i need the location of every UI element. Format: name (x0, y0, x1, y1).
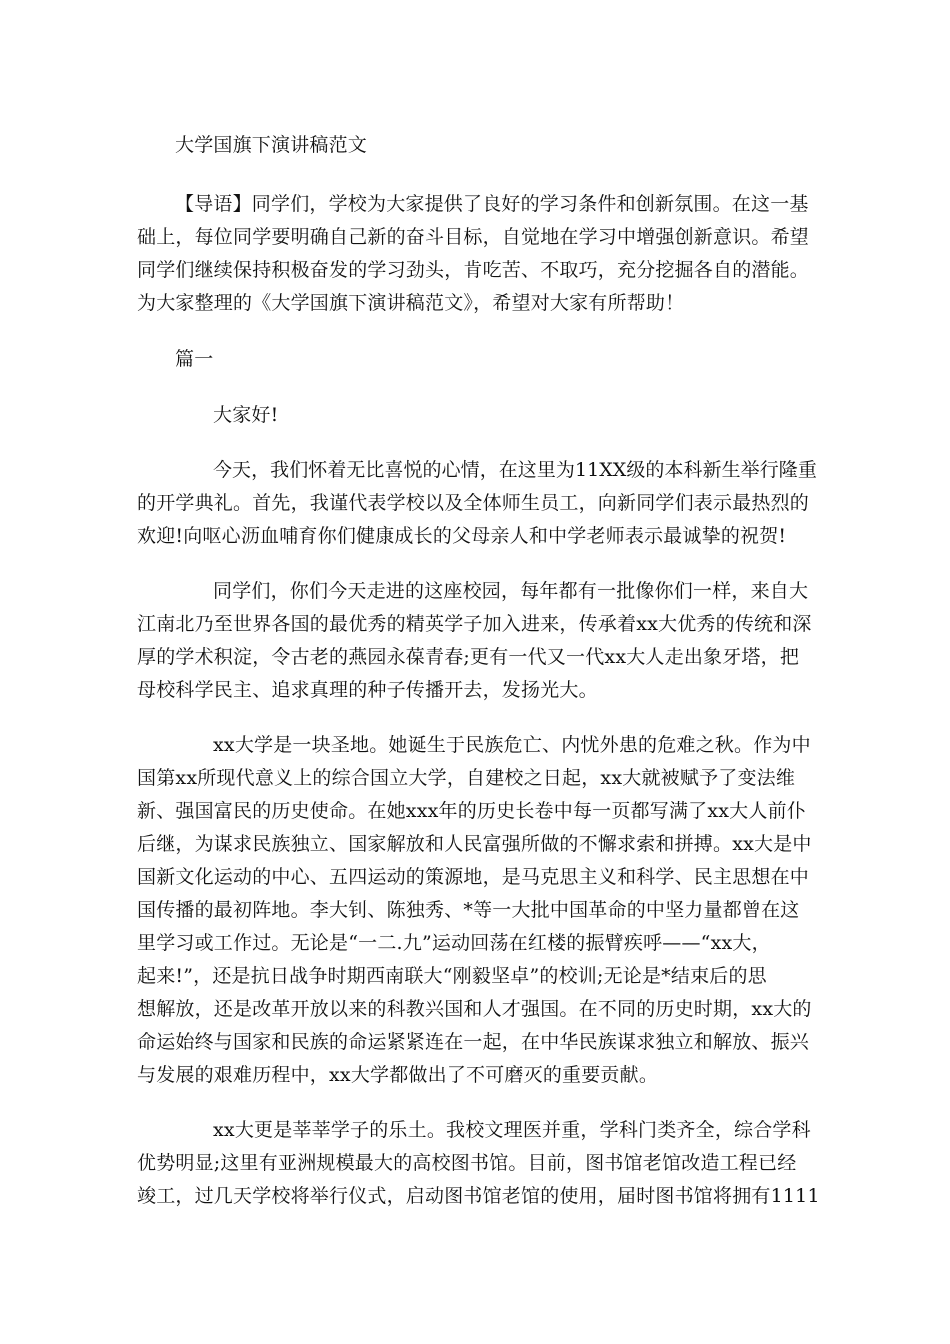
paragraph-line: 里学习或工作过。无论是“一二.九”运动回荡在红楼的振臂疾呼——“xx大， (137, 932, 771, 954)
paragraph-line: 命运始终与国家和民族的命运紧紧连在一起，在中华民族谋求独立和解放、振兴 (137, 1031, 810, 1053)
paragraph-line: 后继，为谋求民族独立、国家解放和人民富强所做的不懈求索和拼搏。xx大是中 (137, 833, 812, 855)
paragraph-line: 欢迎!向呕心沥血哺育你们健康成长的父母亲人和中学老师表示最诚挚的祝贺! (137, 525, 787, 547)
paragraph-line: 国传播的最初阵地。李大钊、陈独秀、*等一大批中国革命的中坚力量都曾在这 (137, 899, 800, 921)
paragraph-line: 江南北乃至世界各国的最优秀的精英学子加入进来，传承着xx大优秀的传统和深 (137, 613, 812, 635)
paragraph-line: xx大更是莘莘学子的乐土。我校文理医并重，学科门类齐全，综合学科 (213, 1119, 811, 1141)
paragraph-line: 的开学典礼。首先，我谨代表学校以及全体师生员工，向新同学们表示最热烈的 (137, 492, 810, 514)
paragraph-line: 国第xx所现代意义上的综合国立大学，自建校之日起，xx大就被赋予了变法维 (137, 767, 796, 789)
paragraph-line: 优势明显;这里有亚洲规模最大的高校图书馆。目前，图书馆老馆改造工程已经 (137, 1152, 797, 1174)
intro-line: 同学们继续保持积极奋发的学习劲头，肯吃苦、不取巧，充分挖掘各自的潜能。 (137, 259, 810, 281)
paragraph-line: 国新文化运动的中心、五四运动的策源地，是马克思主义和科学、民主思想在中 (137, 866, 810, 888)
paragraph-line: 母校科学民主、追求真理的种子传播开去，发扬光大。 (137, 679, 598, 701)
document-title: 大学国旗下演讲稿范文 (175, 134, 368, 156)
paragraph-line: 同学们，你们今天走进的这座校园，每年都有一批像你们一样，来自大 (213, 580, 809, 602)
section-heading: 篇一 (175, 348, 214, 370)
intro-line: 为大家整理的《大学国旗下演讲稿范文》，希望对大家有所帮助！ (137, 292, 685, 314)
paragraph-line: 竣工，过几天学校将举行仪式，启动图书馆老馆的使用，届时图书馆将拥有1111 (137, 1185, 820, 1207)
paragraph-line: 新、强国富民的历史使命。在她xxx年的历史长卷中每一页都写满了xx大人前仆 (137, 800, 806, 822)
paragraph-line: 想解放，还是改革开放以来的科教兴国和人才强国。在不同的历史时期，xx大的 (137, 998, 812, 1020)
paragraph-line: 今天，我们怀着无比喜悦的心情，在这里为11XX级的本科新生举行隆重 (213, 459, 817, 481)
intro-line: 【导语】同学们，学校为大家提供了良好的学习条件和创新氛围。在这一基 (175, 193, 809, 215)
greeting: 大家好! (213, 404, 279, 426)
paragraph-line: 起来!”，还是抗日战争时期西南联大“刚毅坚卓”的校训;无论是*结束后的思 (137, 965, 767, 987)
paragraph-line: 与发展的艰难历程中，xx大学都做出了不可磨灭的重要贡献。 (137, 1064, 659, 1086)
paragraph-line: 厚的学术积淀，令古老的燕园永葆青春;更有一代又一代xx大人走出象牙塔，把 (137, 646, 800, 668)
paragraph-line: xx大学是一块圣地。她诞生于民族危亡、内忧外患的危难之秋。作为中 (213, 734, 811, 756)
intro-line: 础上，每位同学要明确自己新的奋斗目标，自觉地在学习中增强创新意识。希望 (137, 226, 810, 248)
